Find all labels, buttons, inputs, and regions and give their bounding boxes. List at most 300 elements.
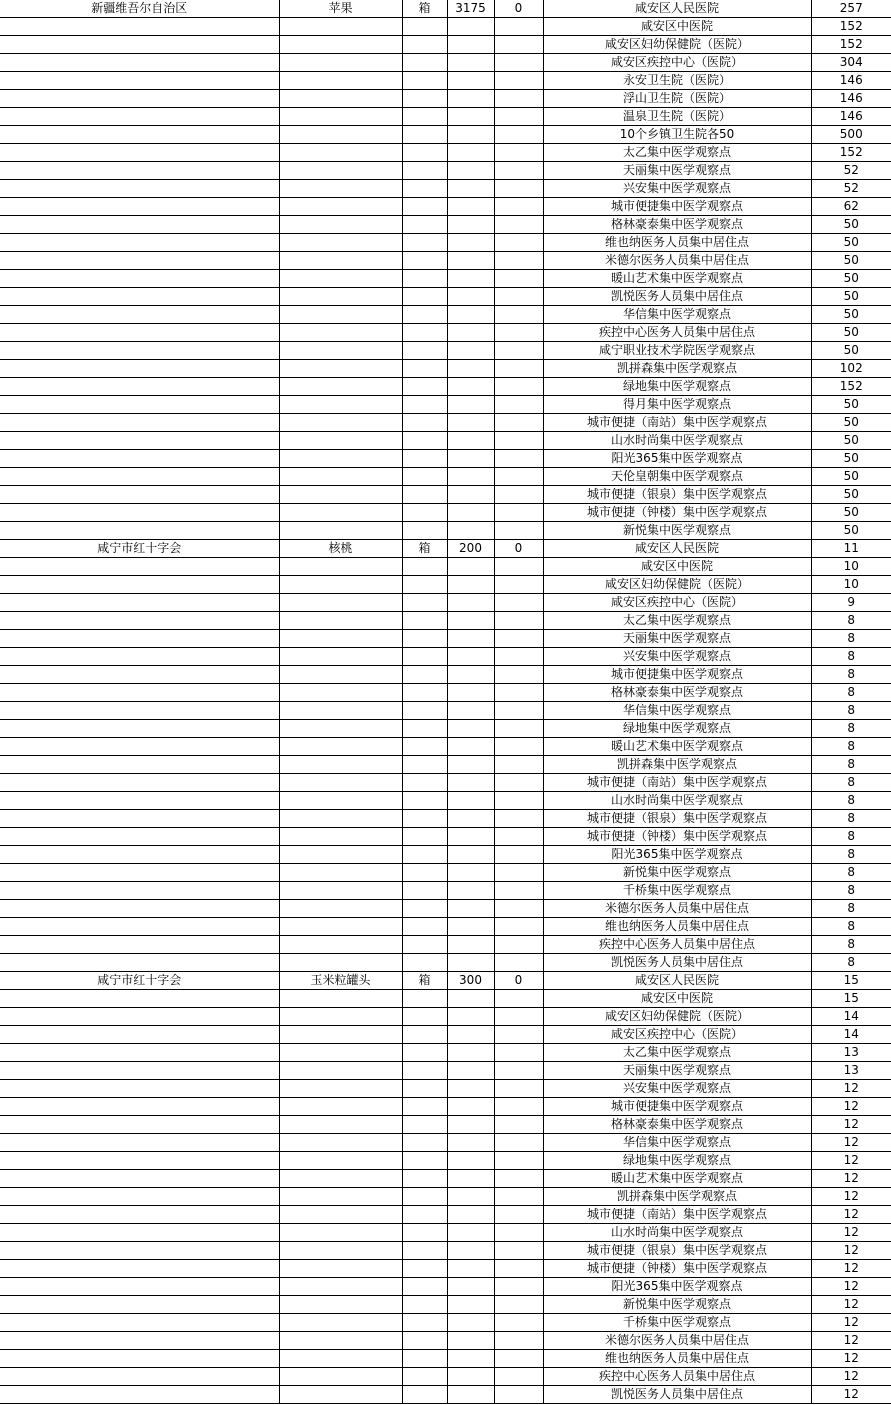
empty-cell <box>279 918 402 936</box>
empty-cell <box>279 360 402 378</box>
empty-cell <box>0 1188 279 1206</box>
empty-cell <box>402 486 447 504</box>
empty-cell <box>494 1044 543 1062</box>
empty-cell <box>447 72 494 90</box>
table-row <box>0 1242 891 1260</box>
recipient-cell: 咸安区中医院 <box>543 558 811 576</box>
empty-cell <box>279 954 402 972</box>
empty-cell <box>447 1350 494 1368</box>
amount-cell: 257 <box>811 0 891 18</box>
unit-cell: 箱 <box>402 0 447 18</box>
amount-cell: 8 <box>811 954 891 972</box>
table-row <box>0 54 891 72</box>
recipient-cell: 天丽集中医学观察点 <box>543 1062 811 1080</box>
empty-cell <box>402 936 447 954</box>
empty-cell <box>0 414 279 432</box>
recipient-cell: 凯悦医务人员集中居住点 <box>543 288 811 306</box>
group-header-row <box>0 0 891 18</box>
empty-cell <box>402 432 447 450</box>
recipient-cell: 维也纳医务人员集中居住点 <box>543 234 811 252</box>
empty-cell <box>279 1386 402 1404</box>
empty-cell <box>494 1098 543 1116</box>
empty-cell <box>279 1278 402 1296</box>
amount-cell: 12 <box>811 1170 891 1188</box>
empty-cell <box>494 756 543 774</box>
empty-cell <box>0 360 279 378</box>
empty-cell <box>402 18 447 36</box>
table-row <box>0 360 891 378</box>
empty-cell <box>402 1062 447 1080</box>
empty-cell <box>279 558 402 576</box>
empty-cell <box>402 234 447 252</box>
table-row <box>0 270 891 288</box>
empty-cell <box>447 432 494 450</box>
recipient-cell: 山水时尚集中医学观察点 <box>543 792 811 810</box>
empty-cell <box>447 36 494 54</box>
table-row <box>0 72 891 90</box>
table-row <box>0 666 891 684</box>
empty-cell <box>494 198 543 216</box>
empty-cell <box>0 432 279 450</box>
empty-cell <box>0 126 279 144</box>
amount-cell: 10 <box>811 558 891 576</box>
amount-cell: 12 <box>811 1386 891 1404</box>
amount-cell: 12 <box>811 1116 891 1134</box>
empty-cell <box>402 522 447 540</box>
empty-cell <box>279 1134 402 1152</box>
recipient-cell: 太乙集中医学观察点 <box>543 612 811 630</box>
empty-cell <box>279 1044 402 1062</box>
table-row <box>0 720 891 738</box>
empty-cell <box>0 378 279 396</box>
empty-cell <box>279 900 402 918</box>
empty-cell <box>0 54 279 72</box>
empty-cell <box>279 216 402 234</box>
empty-cell <box>447 954 494 972</box>
recipient-cell: 太乙集中医学观察点 <box>543 144 811 162</box>
group-header-row <box>0 540 891 558</box>
empty-cell <box>0 612 279 630</box>
recipient-cell: 城市便捷（钟楼）集中医学观察点 <box>543 504 811 522</box>
empty-cell <box>447 1008 494 1026</box>
empty-cell <box>279 774 402 792</box>
recipient-cell: 兴安集中医学观察点 <box>543 180 811 198</box>
empty-cell <box>0 666 279 684</box>
extra-cell: 0 <box>494 972 543 990</box>
amount-cell: 8 <box>811 720 891 738</box>
table-row <box>0 1350 891 1368</box>
table-row <box>0 918 891 936</box>
table-row <box>0 1026 891 1044</box>
empty-cell <box>0 1206 279 1224</box>
empty-cell <box>494 180 543 198</box>
empty-cell <box>0 486 279 504</box>
empty-cell <box>494 1314 543 1332</box>
empty-cell <box>494 36 543 54</box>
extra-cell: 0 <box>494 0 543 18</box>
empty-cell <box>0 1080 279 1098</box>
table-row <box>0 126 891 144</box>
empty-cell <box>279 1152 402 1170</box>
empty-cell <box>494 144 543 162</box>
empty-cell <box>0 180 279 198</box>
recipient-cell: 凯拼森集中医学观察点 <box>543 1188 811 1206</box>
item-cell: 核桃 <box>279 540 402 558</box>
empty-cell <box>0 846 279 864</box>
amount-cell: 12 <box>811 1188 891 1206</box>
table-row <box>0 864 891 882</box>
empty-cell <box>402 180 447 198</box>
empty-cell <box>402 594 447 612</box>
empty-cell <box>402 288 447 306</box>
amount-cell: 8 <box>811 846 891 864</box>
empty-cell <box>447 828 494 846</box>
empty-cell <box>402 468 447 486</box>
empty-cell <box>447 792 494 810</box>
empty-cell <box>494 648 543 666</box>
table-row <box>0 1170 891 1188</box>
amount-cell: 152 <box>811 18 891 36</box>
recipient-cell: 暖山艺术集中医学观察点 <box>543 738 811 756</box>
recipient-cell: 城市便捷（银泉）集中医学观察点 <box>543 810 811 828</box>
empty-cell <box>494 504 543 522</box>
amount-cell: 62 <box>811 198 891 216</box>
table-row <box>0 324 891 342</box>
table-row <box>0 1152 891 1170</box>
empty-cell <box>279 468 402 486</box>
empty-cell <box>447 666 494 684</box>
table-row <box>0 306 891 324</box>
empty-cell <box>279 450 402 468</box>
empty-cell <box>447 1206 494 1224</box>
empty-cell <box>0 342 279 360</box>
table-row <box>0 630 891 648</box>
unit-cell: 箱 <box>402 540 447 558</box>
empty-cell <box>494 252 543 270</box>
recipient-cell: 米德尔医务人员集中居住点 <box>543 900 811 918</box>
empty-cell <box>279 342 402 360</box>
amount-cell: 50 <box>811 216 891 234</box>
amount-cell: 8 <box>811 918 891 936</box>
empty-cell <box>402 360 447 378</box>
empty-cell <box>0 1386 279 1404</box>
recipient-cell: 阳光365集中医学观察点 <box>543 846 811 864</box>
recipient-cell: 凯拼森集中医学观察点 <box>543 360 811 378</box>
empty-cell <box>447 630 494 648</box>
empty-cell <box>494 1008 543 1026</box>
empty-cell <box>279 252 402 270</box>
amount-cell: 50 <box>811 432 891 450</box>
empty-cell <box>279 1098 402 1116</box>
empty-cell <box>447 108 494 126</box>
empty-cell <box>447 90 494 108</box>
empty-cell <box>494 486 543 504</box>
empty-cell <box>447 1152 494 1170</box>
empty-cell <box>0 234 279 252</box>
empty-cell <box>279 1368 402 1386</box>
empty-cell <box>494 306 543 324</box>
empty-cell <box>447 1098 494 1116</box>
recipient-cell: 维也纳医务人员集中居住点 <box>543 1350 811 1368</box>
amount-cell: 10 <box>811 576 891 594</box>
empty-cell <box>279 612 402 630</box>
empty-cell <box>402 1152 447 1170</box>
empty-cell <box>0 1170 279 1188</box>
amount-cell: 50 <box>811 252 891 270</box>
table-row <box>0 558 891 576</box>
empty-cell <box>402 666 447 684</box>
table-row <box>0 1116 891 1134</box>
empty-cell <box>447 936 494 954</box>
empty-cell <box>402 306 447 324</box>
empty-cell <box>447 1278 494 1296</box>
empty-cell <box>0 468 279 486</box>
empty-cell <box>0 648 279 666</box>
amount-cell: 12 <box>811 1368 891 1386</box>
recipient-cell: 咸安区疾控中心（医院） <box>543 1026 811 1044</box>
amount-cell: 304 <box>811 54 891 72</box>
table-row <box>0 144 891 162</box>
recipient-cell: 新悦集中医学观察点 <box>543 864 811 882</box>
recipient-cell: 疾控中心医务人员集中居住点 <box>543 936 811 954</box>
recipient-cell: 绿地集中医学观察点 <box>543 1152 811 1170</box>
empty-cell <box>447 846 494 864</box>
empty-cell <box>447 594 494 612</box>
quantity-cell: 300 <box>447 972 494 990</box>
empty-cell <box>0 828 279 846</box>
empty-cell <box>494 774 543 792</box>
table-row <box>0 36 891 54</box>
empty-cell <box>447 558 494 576</box>
empty-cell <box>402 810 447 828</box>
empty-cell <box>402 630 447 648</box>
empty-cell <box>402 36 447 54</box>
recipient-cell: 咸宁职业技术学院医学观察点 <box>543 342 811 360</box>
amount-cell: 152 <box>811 144 891 162</box>
empty-cell <box>447 1296 494 1314</box>
empty-cell <box>447 54 494 72</box>
empty-cell <box>494 1062 543 1080</box>
empty-cell <box>402 954 447 972</box>
donor-cell: 新疆维吾尔自治区 <box>0 0 279 18</box>
recipient-cell: 兴安集中医学观察点 <box>543 648 811 666</box>
empty-cell <box>0 558 279 576</box>
empty-cell <box>447 342 494 360</box>
empty-cell <box>402 792 447 810</box>
empty-cell <box>402 738 447 756</box>
empty-cell <box>494 666 543 684</box>
empty-cell <box>0 954 279 972</box>
empty-cell <box>0 864 279 882</box>
table-row <box>0 954 891 972</box>
empty-cell <box>447 720 494 738</box>
empty-cell <box>279 756 402 774</box>
recipient-cell: 城市便捷集中医学观察点 <box>543 1098 811 1116</box>
empty-cell <box>447 252 494 270</box>
table-row <box>0 702 891 720</box>
empty-cell <box>494 1188 543 1206</box>
empty-cell <box>494 72 543 90</box>
empty-cell <box>447 1062 494 1080</box>
empty-cell <box>0 36 279 54</box>
empty-cell <box>0 774 279 792</box>
recipient-cell: 米德尔医务人员集中居住点 <box>543 252 811 270</box>
empty-cell <box>279 594 402 612</box>
empty-cell <box>447 270 494 288</box>
amount-cell: 8 <box>811 630 891 648</box>
empty-cell <box>447 468 494 486</box>
empty-cell <box>447 990 494 1008</box>
empty-cell <box>0 1098 279 1116</box>
empty-cell <box>494 1242 543 1260</box>
recipient-cell: 凯悦医务人员集中居住点 <box>543 1386 811 1404</box>
empty-cell <box>447 180 494 198</box>
empty-cell <box>494 1134 543 1152</box>
empty-cell <box>494 1026 543 1044</box>
empty-cell <box>0 1350 279 1368</box>
empty-cell <box>494 126 543 144</box>
donor-cell: 咸宁市红十字会 <box>0 540 279 558</box>
amount-cell: 8 <box>811 774 891 792</box>
recipient-cell: 凯拼森集中医学观察点 <box>543 756 811 774</box>
table-row <box>0 1332 891 1350</box>
recipient-cell: 华信集中医学观察点 <box>543 306 811 324</box>
empty-cell <box>447 1224 494 1242</box>
empty-cell <box>494 396 543 414</box>
empty-cell <box>279 738 402 756</box>
amount-cell: 12 <box>811 1152 891 1170</box>
empty-cell <box>494 1116 543 1134</box>
empty-cell <box>279 630 402 648</box>
empty-cell <box>494 612 543 630</box>
empty-cell <box>279 1224 402 1242</box>
empty-cell <box>494 900 543 918</box>
empty-cell <box>0 288 279 306</box>
empty-cell <box>402 1350 447 1368</box>
empty-cell <box>402 1116 447 1134</box>
empty-cell <box>279 198 402 216</box>
recipient-cell: 华信集中医学观察点 <box>543 702 811 720</box>
empty-cell <box>447 648 494 666</box>
recipient-cell: 永安卫生院（医院） <box>543 72 811 90</box>
empty-cell <box>0 1134 279 1152</box>
table-row <box>0 792 891 810</box>
empty-cell <box>494 288 543 306</box>
empty-cell <box>279 1350 402 1368</box>
amount-cell: 12 <box>811 1206 891 1224</box>
empty-cell <box>494 414 543 432</box>
recipient-cell: 城市便捷（银泉）集中医学观察点 <box>543 486 811 504</box>
empty-cell <box>494 828 543 846</box>
empty-cell <box>279 108 402 126</box>
table-row <box>0 1278 891 1296</box>
recipient-cell: 米德尔医务人员集中居住点 <box>543 1332 811 1350</box>
amount-cell: 8 <box>811 684 891 702</box>
recipient-cell: 10个乡镇卫生院各50 <box>543 126 811 144</box>
empty-cell <box>447 144 494 162</box>
empty-cell <box>494 1350 543 1368</box>
table-row <box>0 1368 891 1386</box>
amount-cell: 8 <box>811 666 891 684</box>
empty-cell <box>279 72 402 90</box>
empty-cell <box>402 1314 447 1332</box>
recipient-cell: 得月集中医学观察点 <box>543 396 811 414</box>
empty-cell <box>447 1170 494 1188</box>
empty-cell <box>279 1242 402 1260</box>
empty-cell <box>0 1368 279 1386</box>
empty-cell <box>279 126 402 144</box>
empty-cell <box>279 36 402 54</box>
empty-cell <box>494 1296 543 1314</box>
empty-cell <box>447 756 494 774</box>
empty-cell <box>279 990 402 1008</box>
amount-cell: 8 <box>811 702 891 720</box>
empty-cell <box>279 180 402 198</box>
empty-cell <box>494 432 543 450</box>
amount-cell: 8 <box>811 738 891 756</box>
empty-cell <box>0 1152 279 1170</box>
amount-cell: 8 <box>811 792 891 810</box>
recipient-cell: 咸安区妇幼保健院（医院） <box>543 576 811 594</box>
table-row <box>0 1008 891 1026</box>
table-row <box>0 684 891 702</box>
amount-cell: 50 <box>811 306 891 324</box>
empty-cell <box>402 864 447 882</box>
empty-cell <box>279 720 402 738</box>
recipient-cell: 绿地集中医学观察点 <box>543 378 811 396</box>
empty-cell <box>0 576 279 594</box>
empty-cell <box>0 990 279 1008</box>
empty-cell <box>494 54 543 72</box>
empty-cell <box>447 378 494 396</box>
empty-cell <box>494 738 543 756</box>
empty-cell <box>447 288 494 306</box>
recipient-cell: 城市便捷集中医学观察点 <box>543 198 811 216</box>
amount-cell: 12 <box>811 1098 891 1116</box>
table-row <box>0 1044 891 1062</box>
empty-cell <box>447 126 494 144</box>
recipient-cell: 暖山艺术集中医学观察点 <box>543 270 811 288</box>
table-row <box>0 108 891 126</box>
empty-cell <box>447 504 494 522</box>
amount-cell: 13 <box>811 1062 891 1080</box>
empty-cell <box>279 882 402 900</box>
empty-cell <box>0 720 279 738</box>
empty-cell <box>447 360 494 378</box>
amount-cell: 8 <box>811 612 891 630</box>
empty-cell <box>494 18 543 36</box>
amount-cell: 146 <box>811 72 891 90</box>
table-row <box>0 486 891 504</box>
table-row <box>0 1188 891 1206</box>
empty-cell <box>494 162 543 180</box>
empty-cell <box>402 1188 447 1206</box>
amount-cell: 52 <box>811 180 891 198</box>
empty-cell <box>402 1242 447 1260</box>
empty-cell <box>279 414 402 432</box>
empty-cell <box>494 324 543 342</box>
table-row <box>0 288 891 306</box>
empty-cell <box>279 324 402 342</box>
empty-cell <box>402 756 447 774</box>
empty-cell <box>447 1134 494 1152</box>
amount-cell: 9 <box>811 594 891 612</box>
amount-cell: 8 <box>811 864 891 882</box>
empty-cell <box>0 18 279 36</box>
empty-cell <box>279 54 402 72</box>
empty-cell <box>494 810 543 828</box>
table-row <box>0 18 891 36</box>
